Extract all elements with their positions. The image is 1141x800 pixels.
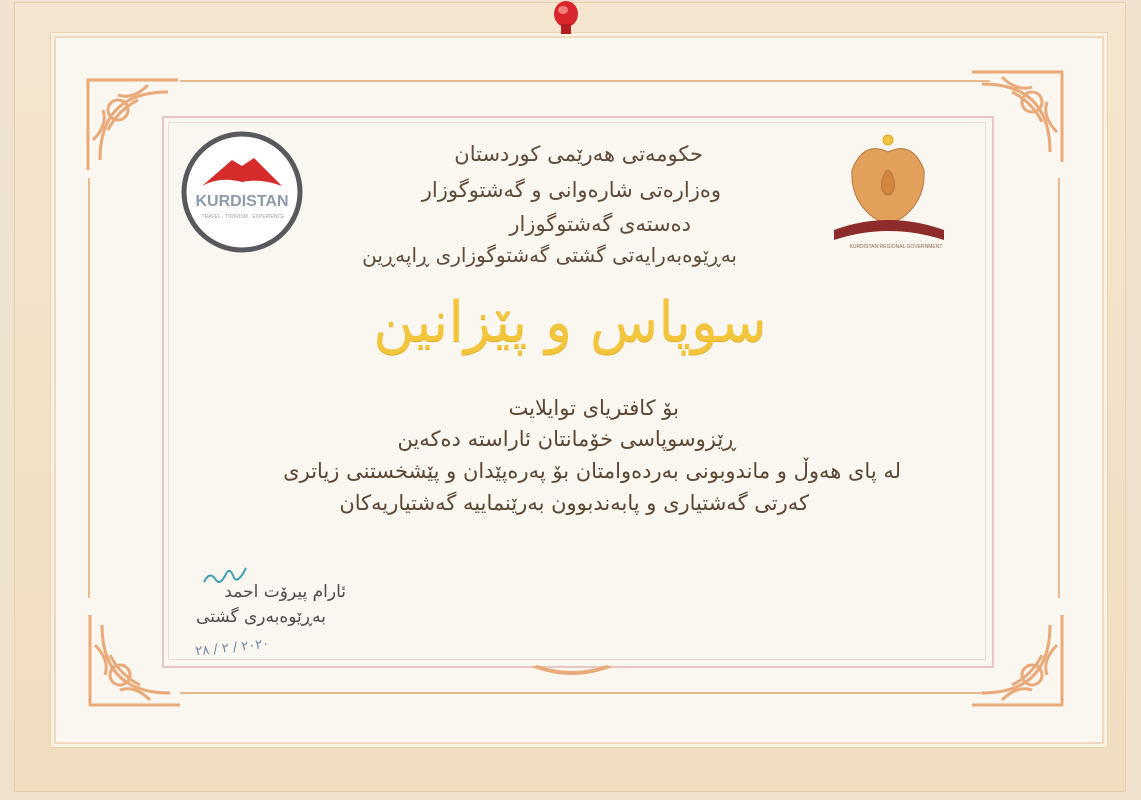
ornament-bottom-center [532, 663, 612, 683]
ornament-corner-top-left [78, 70, 188, 180]
kurdistan-logo-subtext: TRAVEL · TOURISM · EXPERIENCE [201, 214, 285, 220]
pushpin-icon [551, 0, 581, 40]
signatory-name: ئارام پیرۆت احمد [224, 582, 346, 602]
certificate-headline: سوپاس و پێزانین [373, 290, 767, 355]
appreciation-line: ڕێزوسوپاسی خۆمانتان ئاراستە دەکەین [397, 427, 736, 451]
bottom-border-line [180, 692, 990, 694]
signature-date: ٢٠٢٠ / ٢ / ٢٨ [194, 636, 270, 660]
reason-continued-line: کەرتی گەشتیاری و پابەندبوون بەرێنماییە گەشتیاریەکان [339, 491, 809, 515]
signatory-title: بەڕێوەبەری گشتی [196, 607, 326, 627]
left-border-line [88, 178, 90, 598]
kurdistan-tourism-logo [180, 130, 304, 254]
header-ministry: وەزارەتی شارەوانی و گەشتوگوزار [421, 178, 721, 202]
ornament-corner-bottom-left [80, 605, 190, 715]
krg-emblem-text: KURDISTAN REGIONAL GOVERNMENT [849, 244, 943, 250]
right-border-line [1058, 178, 1060, 598]
reason-line: لە پای هەوڵ و ماندوبونی بەردەوامتان بۆ پەرەپێدان و پێشخستنی زیاتری [283, 459, 901, 483]
header-directorate: بەڕێوەبەرایەتی گشتی گەشتوگوزاری ڕاپەڕین [362, 243, 737, 267]
ornament-corner-bottom-right [962, 605, 1072, 715]
header-government: حکومەتی هەرێمی کوردستان [454, 142, 703, 166]
top-border-line [180, 80, 990, 82]
recipient-line: بۆ کافتریای توایلایت [508, 396, 679, 420]
krg-eagle-emblem [824, 130, 954, 250]
ornament-corner-top-right [962, 62, 1072, 172]
kurdistan-logo-text: KURDISTAN [195, 193, 289, 210]
header-board: دەستەی گەشتوگوزار [509, 212, 691, 236]
